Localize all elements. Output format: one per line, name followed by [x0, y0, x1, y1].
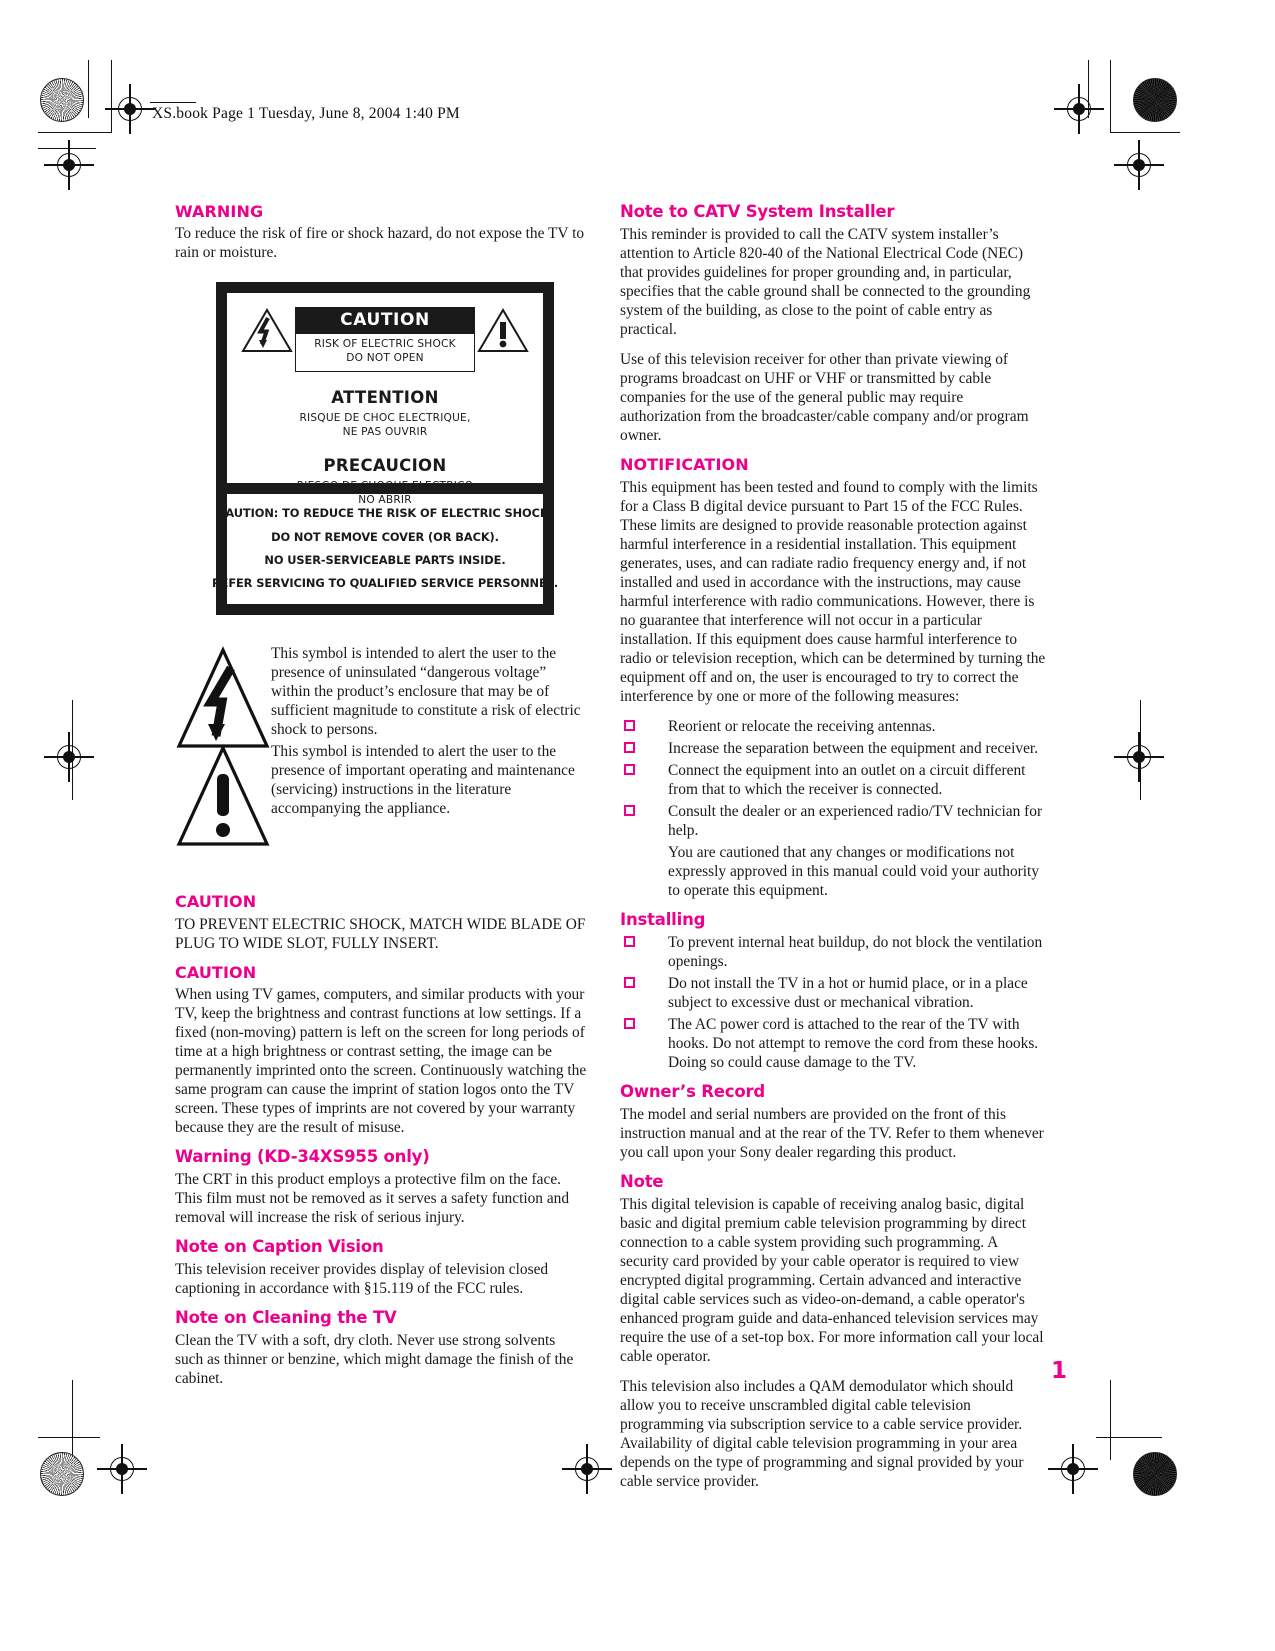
starburst-registration-mark-top-left	[40, 78, 84, 122]
list-item	[620, 761, 1048, 799]
heading-warning-crt: Warning (KD-34XS955 only)	[175, 1147, 430, 1167]
paragraph-warning: To reduce the risk of fire or shock hazard, do not expose the TV to rain or moisture.	[175, 225, 585, 262]
paragraph-notification: This equipment has been tested and found to comply with the limits for a Class B digital device pursuant to Part 15 of the FCC Rules. These limits are designed to provide reasonable protection against harmful interference in a residential installation. This equipment generates, uses, and can radiate radio frequency energy and, if not installed and used in accordance with the instructions, may cause harmful interference with radio communications. However, there is no guarantee that interference will not occur in a particular installation. If this equipment does cause harmful interference to radio or television reception, which can be determined by turning the equipment off and on, the user is encouraged to try to correct the interference by one or more of the following measures:	[620, 478, 1046, 705]
installing-list	[620, 933, 1048, 1072]
heading-owners-record: Owner’s Record	[620, 1081, 766, 1101]
registration-target-top-right	[1062, 92, 1096, 126]
crop-mark-vertical-bottom-left-inner	[72, 1380, 73, 1460]
caution-box-divider	[227, 483, 543, 494]
caution-lower-line-1: CAUTION: TO REDUCE THE RISK OF ELECTRIC SHOCK,	[217, 506, 553, 521]
crop-mark-horizontal-bottom-right	[1096, 1437, 1162, 1438]
list-item-text: You are cautioned that any changes or modifications not expressly approved in this manual could void your authority to operate this equipment.	[668, 843, 1040, 899]
heading-note: Note	[620, 1171, 664, 1191]
heading-cleaning-tv: Note on Cleaning the TV	[175, 1308, 397, 1328]
registration-target-left-middle	[52, 740, 86, 774]
paragraph-catv-1: This reminder is provided to call the CATV system installer’s attention to Article 820-40 of the National Electrical Code (NEC) that provides guidelines for proper grounding and, in particular, specifies that the cable ground shall be connected to the grounding system of the building, as close to the point of cable entry as practical.	[620, 225, 1031, 339]
heading-installing: Installing	[620, 909, 706, 929]
registration-target-bottom-right	[1056, 1452, 1090, 1486]
paragraph-warning-crt: The CRT in this product employs a protective film on the face. This film must not be removed as it serves a safety function and removal will increase the risk of serious injury.	[175, 1171, 570, 1227]
symbol-note-voltage-text: This symbol is intended to alert the user to the presence of uninsulated “dangerous voltage” within the product’s enclosure that may be of sufficient magnitude to constitute a risk of electric shock to persons.	[271, 645, 581, 739]
attention-line-1: RISQUE DE CHOC ELECTRIQUE,	[299, 411, 471, 424]
checkbox-bullet-icon	[624, 977, 635, 988]
paragraph-caution-games: When using TV games, computers, and similar products with your TV, keep the brightness and contrast functions at low settings. If a fixed (non-moving) pattern is left on the screen for long periods of time at a high brightness or contrast setting, the image can be permanently imprinted onto the screen. Continuously watching the same program can cause the imprint of station logos onto the TV screen. These types of imprints are not covered by your warranty because they are the result of misuse.	[175, 986, 587, 1137]
symbol-note-servicing-text: This symbol is intended to alert the user to the presence of important operating and maintenance (servicing) instructions in the literature accompanying the appliance.	[271, 743, 575, 818]
crop-mark-horizontal-top-right	[1110, 132, 1180, 133]
crop-mark-horizontal-bottom-left	[38, 1437, 100, 1438]
caution-bar-label: CAUTION	[295, 307, 475, 334]
heading-caution-plug: CAUTION	[175, 892, 257, 912]
registration-target-right-middle	[1122, 740, 1156, 774]
paragraph-cleaning-tv: Clean the TV with a soft, dry cloth. Never use strong solvents such as thinner or benzine, which might damage the finish of the cabinet.	[175, 1332, 574, 1388]
paragraph-caution-plug: TO PREVENT ELECTRIC SHOCK, MATCH WIDE BLADE OF PLUG TO WIDE SLOT, FULLY INSERT.	[175, 915, 586, 952]
paragraph-note-2: This television also includes a QAM demodulator which should allow you to receive unscrambled digital cable television programming via subscription service to a cable service provider. Availability of digital cable television programming in your area depends on the type of programming and signal provided by your cable service provider.	[620, 1378, 1024, 1491]
paragraph-catv-2: Use of this television receiver for other than private viewing of programs broadcast on UHF or VHF or transmitted by cable companies for the use of the general public may require authorization from the broadcaster/cable company and/or program owner.	[620, 351, 1029, 445]
checkbox-bullet-icon	[624, 1018, 635, 1029]
list-item-text: To prevent internal heat buildup, do not block the ventilation openings.	[668, 933, 1043, 970]
header-file-line: XS.book Page 1 Tuesday, June 8, 2004 1:40 PM	[152, 105, 460, 122]
caution-box-upper	[227, 293, 543, 506]
list-item	[620, 1015, 1048, 1072]
page-number: 1	[1050, 1358, 1067, 1384]
list-item-text: Consult the dealer or an experienced radio/TV technician for help.	[668, 802, 1043, 839]
risk-of-shock-block	[295, 334, 475, 372]
checkbox-bullet-icon	[624, 936, 635, 947]
list-item	[620, 739, 1048, 758]
list-item	[620, 717, 1048, 736]
checkbox-bullet-icon	[624, 720, 635, 731]
list-item-text: Connect the equipment into an outlet on a circuit different from that to which the receiver is connected.	[668, 761, 1026, 798]
heading-catv-installer: Note to CATV System Installer	[620, 202, 895, 221]
list-item	[620, 933, 1048, 971]
list-item-trailing-note	[620, 843, 1048, 900]
registration-target-left-upper	[52, 148, 86, 182]
registration-target-top-left	[113, 92, 147, 126]
registration-target-bottom-center	[570, 1452, 604, 1486]
checkbox-bullet-icon	[624, 805, 635, 816]
crop-mark-vertical-bottom-right-inner	[1110, 1380, 1111, 1460]
heading-warning: WARNING	[175, 202, 264, 221]
paragraph-owners-record: The model and serial numbers are provided on the front of this instruction manual and at the rear of the TV. Refer to them whenever you call upon your Sony dealer regarding this product.	[620, 1105, 1044, 1161]
starburst-registration-mark-bottom-left	[40, 1452, 84, 1496]
crop-mark-vertical-top-right-inner	[1110, 60, 1111, 132]
risk-line-1: RISK OF ELECTRIC SHOCK	[314, 338, 456, 350]
right-column	[620, 203, 1048, 1502]
caution-box-lower	[211, 494, 559, 604]
starburst-registration-mark-bottom-right	[1133, 1452, 1177, 1496]
heading-caption-vision: Note on Caption Vision	[175, 1237, 384, 1257]
heading-caution-games: CAUTION	[175, 962, 257, 982]
registration-target-bottom-left	[105, 1452, 139, 1486]
crop-mark-horizontal-top-left-outer	[38, 132, 112, 133]
list-item-text: The AC power cord is attached to the rear of the TV with hooks. Do not attempt to remove the cord from these hooks. Doing so could cause damage to the TV.	[668, 1015, 1039, 1071]
crop-mark-vertical-top-left-inner	[111, 60, 112, 132]
caution-lower-line-3: NO USER-SERVICEABLE PARTS INSIDE.	[264, 553, 506, 567]
risk-line-2: DO NOT OPEN	[346, 351, 424, 364]
attention-title: ATTENTION	[331, 387, 439, 407]
heading-notification: NOTIFICATION	[620, 455, 749, 475]
attention-line-2: NE PAS OUVRIR	[342, 426, 428, 439]
list-item-text: Reorient or relocate the receiving antennas.	[668, 717, 936, 735]
caution-box-center	[293, 307, 477, 507]
precaucion-line-2: NO ABRIR	[358, 493, 412, 506]
crop-mark-vertical-top-left-outer	[88, 60, 89, 118]
notification-measures-list	[620, 717, 1048, 900]
attention-lines	[295, 411, 475, 440]
registration-target-right-upper	[1122, 148, 1156, 182]
exclamation-triangle-icon	[175, 738, 271, 861]
header-rule	[150, 102, 196, 103]
lightning-bolt-triangle-icon	[241, 307, 293, 353]
caution-lower-line-4: REFER SERVICING TO QUALIFIED SERVICE PERSONNEL.	[211, 576, 559, 591]
paragraph-caption-vision: This television receiver provides display of television closed captioning in accordance with §15.119 of the FCC rules.	[175, 1261, 549, 1298]
list-item	[620, 802, 1048, 840]
symbol-note-servicing	[175, 738, 587, 861]
checkbox-bullet-icon	[624, 764, 635, 775]
list-item	[620, 974, 1048, 1012]
electric-shock-caution-box	[211, 282, 559, 615]
caution-lower-line-2: DO NOT REMOVE COVER (OR BACK).	[271, 529, 499, 544]
checkbox-bullet-icon	[624, 742, 635, 753]
paragraph-note-1: This digital television is capable of receiving analog basic, digital basic and digital premium cable television programming by direct connection to a cable system providing such programming. A security card provided by your cable operator is required to view encrypted digital programming. Certain advanced and interactive digital cable services such as video-on-demand, a cable operator's enhanced program guide and data-enhanced television services may require the use of a set-top box. For more information call your local cable operator.	[620, 1195, 1044, 1366]
precaucion-title: PRECAUCION	[323, 455, 447, 475]
list-item-text: Do not install the TV in a hot or humid place, or in a place subject to excessive dust or mechanical vibration.	[668, 974, 1028, 1011]
list-item-text: Increase the separation between the equipment and receiver.	[668, 739, 1039, 757]
exclamation-triangle-icon	[477, 307, 529, 353]
starburst-registration-mark-top-right	[1133, 78, 1177, 122]
